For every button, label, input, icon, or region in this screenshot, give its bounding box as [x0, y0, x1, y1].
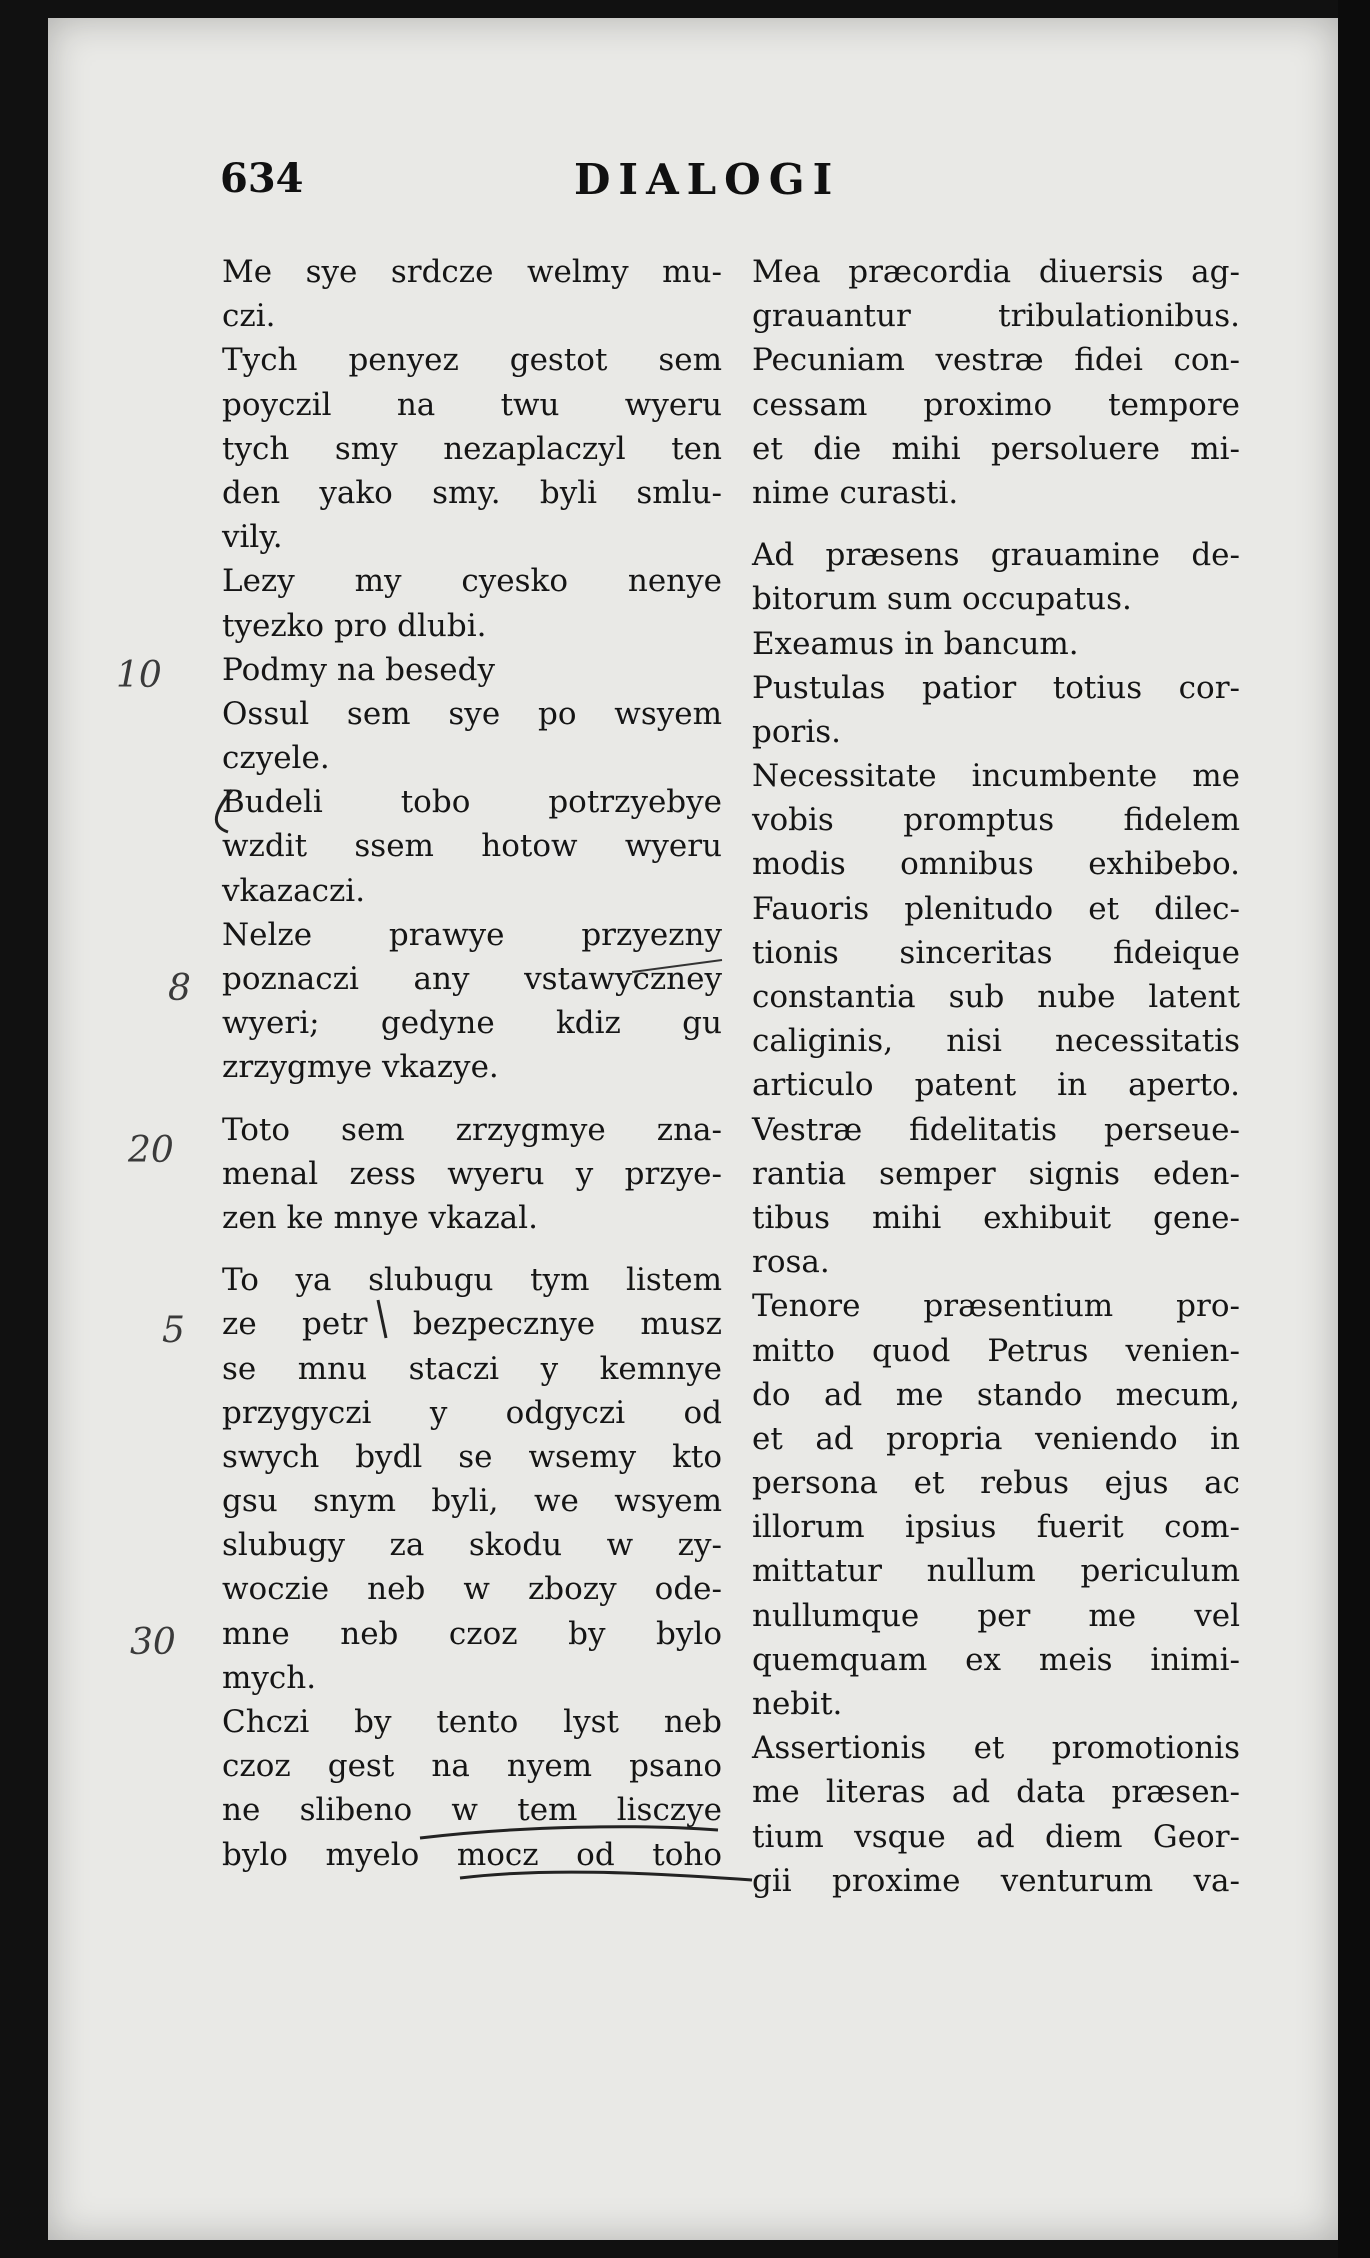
stroke-mark — [378, 1300, 386, 1338]
text-line: wyeri; gedyne kdiz gu — [222, 1005, 722, 1042]
text-line: den yako smy. byli smlu- — [222, 474, 722, 511]
text-line: nime curasti. — [752, 474, 959, 511]
underline-mark — [460, 1872, 752, 1880]
text-line: vily. — [222, 519, 283, 556]
text-line: tium vsque ad diem Geor- — [752, 1818, 1240, 1855]
text-line: Nelze prawye przyezny — [222, 916, 722, 953]
text-line: do ad me stando mecum, — [752, 1376, 1240, 1413]
text-line: woczie neb w zbozy ode- — [222, 1571, 722, 1608]
text-line: vobis promptus fidelem — [752, 802, 1240, 839]
text-line: gii proxime venturum va- — [752, 1862, 1240, 1899]
text-line: Budeli tobo potrzyebye — [222, 784, 722, 821]
text-line: To ya slubugu tym listem — [222, 1262, 722, 1299]
text-line: persona et rebus ejus ac — [752, 1465, 1240, 1502]
text-line: articulo patent in aperto. — [752, 1067, 1240, 1104]
text-line: Mea præcordia diuersis ag- — [752, 254, 1240, 290]
text-line: tyezko pro dlubi. — [222, 607, 487, 644]
text-line: Exeamus in bancum. — [752, 625, 1079, 662]
underline-mark — [420, 1827, 718, 1838]
strike-mark — [632, 960, 722, 972]
margin-note-10: 10 — [116, 655, 162, 696]
text-line: tibus mihi exhibuit gene- — [752, 1199, 1240, 1236]
margin-note-5: 5 — [162, 1310, 185, 1351]
text-line: Pustulas patior totius cor- — [752, 669, 1240, 706]
text-line: czyele. — [222, 740, 330, 777]
margin-note-30: 30 — [130, 1622, 176, 1663]
text-line: vkazaczi. — [222, 872, 366, 909]
text-line: Ossul sem sye po wsyem — [222, 695, 722, 732]
text-line: illorum ipsius fuerit com- — [752, 1509, 1240, 1546]
text-line: grauantur tribulationibus. — [752, 298, 1240, 335]
text-line: slubugy za skodu w zy- — [222, 1527, 722, 1564]
text-line: rosa. — [752, 1244, 830, 1281]
bracket-mark — [216, 790, 232, 832]
text-line: mych. — [222, 1659, 317, 1696]
text-line: caliginis, nisi necessitatis — [752, 1023, 1240, 1060]
text-line: Fauoris plenitudo et dilec- — [752, 890, 1240, 927]
text-line: me literas ad data præsen- — [752, 1774, 1240, 1811]
text-line: cessam proximo tempore — [752, 386, 1240, 423]
text-line: Lezy my cyesko nenye — [222, 563, 722, 600]
text-line: poris. — [752, 713, 842, 750]
margin-note-8: 8 — [168, 968, 191, 1009]
text-line: poyczil na twu wyeru — [222, 386, 722, 423]
margin-note-20: 20 — [128, 1130, 174, 1171]
text-line: nebit. — [752, 1686, 843, 1722]
text-line: mittatur nullum periculum — [752, 1553, 1240, 1590]
text-line: Necessitate incumbente me — [752, 758, 1240, 795]
text-line: mne neb czoz by bylo — [222, 1615, 722, 1652]
text-line: ze petr bezpecznye musz — [222, 1306, 722, 1343]
text-line: Me sye srdcze welmy mu- — [222, 254, 722, 290]
text-line: przygyczi y odgyczi od — [222, 1394, 722, 1431]
text-line: constantia sub nube latent — [752, 979, 1240, 1015]
text-line: czoz gest na nyem psano — [222, 1748, 722, 1785]
text-line: menal zess wyeru y przye- — [222, 1155, 722, 1192]
text-line: modis omnibus exhibebo. — [752, 846, 1240, 883]
text-line: et ad propria veniendo in — [752, 1420, 1240, 1457]
text-line: gsu snym byli, we wsyem — [222, 1483, 722, 1520]
running-head: DIALOGI — [574, 155, 841, 204]
text-line: Ad præsens grauamine de- — [752, 537, 1240, 574]
text-line: bylo myelo mocz od toho — [222, 1836, 722, 1873]
text-line: tych smy nezaplaczyl ten — [222, 430, 722, 467]
text-line: tionis sinceritas fideique — [752, 934, 1240, 971]
text-line: et die mihi persoluere mi- — [752, 430, 1240, 467]
text-line: mitto quod Petrus venien- — [752, 1332, 1240, 1369]
text-line: swych bydl se wsemy kto — [222, 1438, 722, 1475]
text-line: se mnu staczi y kemnye — [222, 1350, 722, 1387]
text-line: nullumque per me vel — [752, 1597, 1240, 1634]
text-line: czi. — [222, 298, 276, 335]
text-line: bitorum sum occupatus. — [752, 581, 1132, 618]
page-number: 634 — [220, 155, 304, 202]
text-line: zrzygmye vkazye. — [222, 1049, 499, 1086]
text-line: Assertionis et promotionis — [752, 1730, 1240, 1767]
text-line: Tych penyez gestot sem — [222, 342, 722, 379]
text-line: Podmy na besedy — [222, 651, 495, 688]
text-line: ne slibeno w tem lisczye — [222, 1792, 722, 1829]
text-line: poznaczi any vstawyczney — [222, 961, 722, 997]
text-line: wzdit ssem hotow wyeru — [222, 828, 722, 865]
text-line: Pecuniam vestræ fidei con- — [752, 342, 1240, 379]
text-line: Tenore præsentium pro- — [752, 1288, 1240, 1325]
text-line: quemquam ex meis inimi- — [752, 1641, 1240, 1678]
text-line: rantia semper signis eden- — [752, 1155, 1240, 1192]
text-line: Vestræ fidelitatis perseue- — [752, 1111, 1240, 1148]
text-line: zen ke mnye vkazal. — [222, 1199, 538, 1236]
text-line: Toto sem zrzygmye zna- — [222, 1111, 722, 1148]
text-line: Chczi by tento lyst neb — [222, 1704, 722, 1740]
